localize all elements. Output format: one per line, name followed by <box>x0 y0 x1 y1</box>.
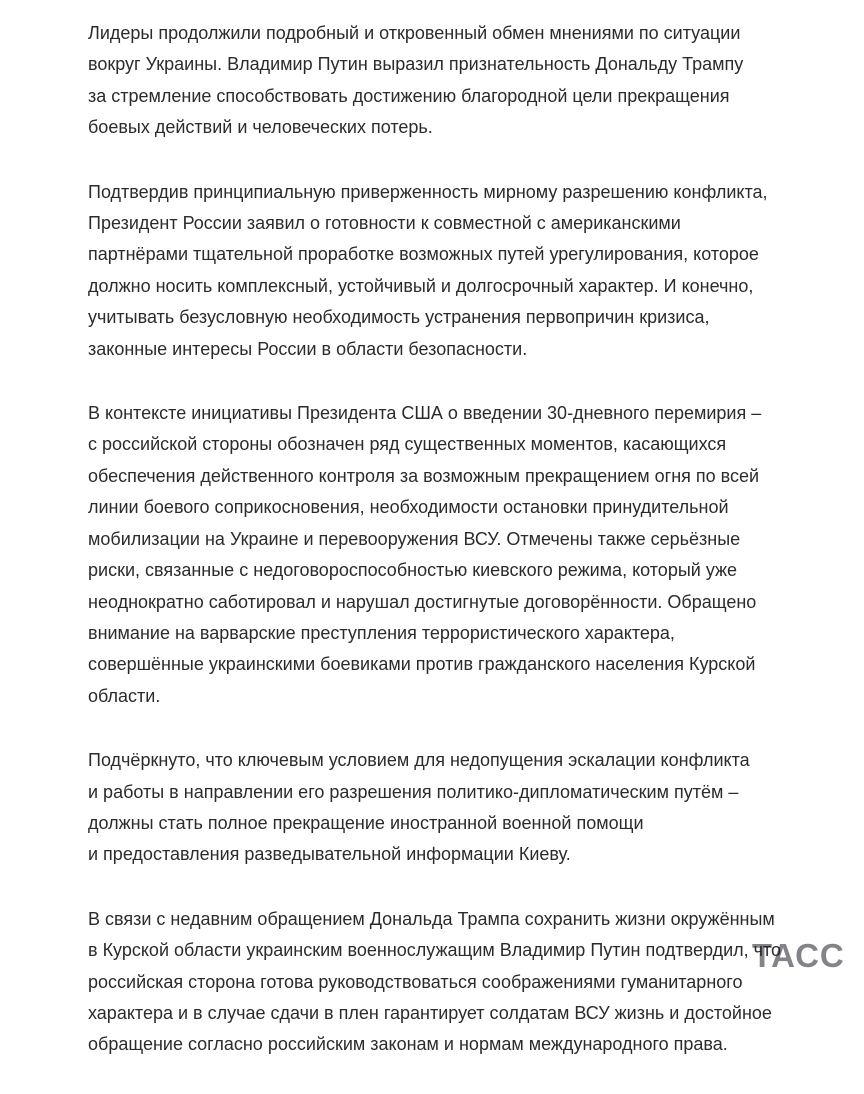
text-line: Лидеры продолжили подробный и откровенный обмен мнениями по ситуации <box>88 23 741 43</box>
watermark-text: ТАСС <box>752 937 845 974</box>
text-line: должно носить комплексный, устойчивый и долгосрочный характер. И конечно, <box>88 275 754 296</box>
text-line: области. <box>88 685 161 706</box>
paragraph-1 <box>88 18 808 144</box>
article-body <box>88 18 808 1094</box>
text-line: обеспечения действенного контроля за возможным прекращением огня по всей <box>88 465 760 486</box>
text-line: российская сторона готова руководствоваться соображениями гуманитарного <box>88 971 743 992</box>
text-line: В связи с недавним обращением Дональда Трампа сохранить жизни окружённым <box>88 908 775 929</box>
text-line: мобилизации на Украине и перевооружения ВСУ. Отмечены также серьёзные <box>88 528 741 549</box>
text-line: и предоставления разведывательной информации Киеву. <box>88 844 571 865</box>
paragraph-4 <box>88 745 808 871</box>
text-line: Подчёркнуто, что ключевым условием для недопущения эскалации конфликта <box>88 750 750 771</box>
paragraph-2 <box>88 177 808 365</box>
text-line: должны стать полное прекращение иностранной военной помощи <box>88 812 644 833</box>
text-line: риски, связанные с недоговороспособностью киевского режима, который уже <box>88 560 738 581</box>
text-line: совершённые украинскими боевиками против гражданского населения Курской <box>88 654 756 675</box>
text-line: вокруг Украины. Владимир Путин выразил признательность Дональду Трампу <box>88 54 744 75</box>
text-line: обращение согласно российским законам и нормам международного права. <box>88 1034 728 1055</box>
text-line: характера и в случае сдачи в плен гарантирует солдатам ВСУ жизнь и достойное <box>88 1002 772 1023</box>
paragraph-5 <box>88 904 808 1061</box>
text-line: учитывать безусловную необходимость устранения первопричин кризиса, <box>88 307 710 328</box>
text-line: в Курской области украинским военнослужащим Владимир Путин подтвердил, что <box>88 940 782 961</box>
text-line: неоднократно саботировал и нарушал достигнутые договорённости. Обращено <box>88 591 757 612</box>
tass-watermark-logo <box>752 936 845 976</box>
text-line: за стремление способствовать достижению благородной цели прекращения <box>88 85 730 106</box>
text-line: линии боевого соприкосновения, необходимости остановки принудительной <box>88 497 729 518</box>
text-line: Президент России заявил о готовности к совместной с американскими <box>88 213 681 234</box>
text-line: законные интересы России в области безопасности. <box>88 338 528 359</box>
text-line: внимание на варварские преступления террористического характера, <box>88 622 675 643</box>
text-line: и работы в направлении его разрешения политико-дипломатическим путём – <box>88 781 739 802</box>
text-line: В контексте инициативы Президента США о введении 30-дневного перемирия – <box>88 403 762 424</box>
text-line: Подтвердив принципиальную приверженность мирному разрешению конфликта, <box>88 181 768 202</box>
text-line: с российской стороны обозначен ряд существенных моментов, касающихся <box>88 434 727 455</box>
paragraph-3 <box>88 398 808 712</box>
text-line: боевых действий и человеческих потерь. <box>88 117 433 138</box>
text-line: партнёрами тщательной проработке возможных путей урегулирования, которое <box>88 244 759 265</box>
